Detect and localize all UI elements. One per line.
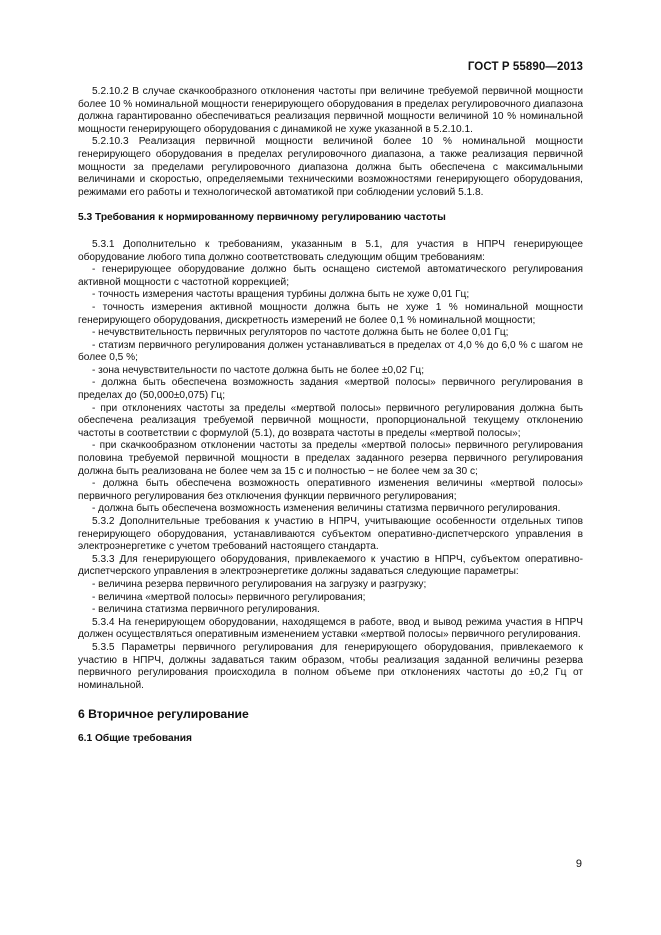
list-item: - статизм первичного регулирования должен устанавливаться в пределах от 4,0 % до 6,0 % с шагом не более 0,5 %;: [78, 339, 583, 364]
list-item: - зона нечувствительности по частоте должна быть не более ±0,02 Гц;: [92, 364, 425, 376]
list-item: - величина статизма первичного регулирования.: [92, 604, 320, 616]
list-item: - величина «мертвой полосы» первичного регулирования;: [92, 591, 366, 603]
section-5-3-heading: 5.3 Требования к нормированному первичному регулированию частоты: [78, 212, 446, 224]
paragraph: 5.3.4 На генерирующем оборудовании, находящемся в работе, ввод и вывод режима участия в НПРЧ должен осуществляться оперативным изменением уставки «мертвой полосы» первичного регулирования.: [78, 616, 583, 641]
paragraph: 5.3.3 Для генерирующего оборудования, привлекаемого к участию в НПРЧ, субъектом оперативно-диспетчерского управления в электроэнергетике должны задаваться следующие параметры:: [78, 553, 583, 578]
list-item: - должна быть обеспечена возможность изменения величины статизма первичного регулирования.: [92, 503, 561, 515]
paragraph: 5.3.5 Параметры первичного регулирования для генерирующего оборудования, привлекаемого к участию в НПРЧ, должны задаваться таким образом, чтобы реализация заданной величины резерва первичного регулирования происходила в полном объеме при отклонениях частоты до ±0,2 Гц от номинальной.: [78, 641, 583, 691]
list-item: - точность измерения частоты вращения турбины должна быть не хуже 0,01 Гц;: [92, 289, 470, 301]
list-item: - должна быть обеспечена возможность оперативного изменения величины «мертвой полосы» первичного регулирования без отключения функции первичного регулирования;: [78, 478, 583, 502]
page-number: 9: [575, 858, 582, 870]
section-6-heading: 6 Вторичное регулирование: [78, 707, 249, 722]
document-code: ГОСТ Р 55890—2013: [467, 61, 583, 73]
list-item: - нечувствительность первичных регуляторов по частоте должна быть не более 0,01 Гц;: [92, 327, 509, 339]
list-item: - должна быть обеспечена возможность задания «мертвой полосы» первичного регулирования в пределах до (50,000±0,075) Гц;: [78, 377, 583, 402]
list-item: - при скачкообразном отклонении частоты за пределы «мертвой полосы» первичного регулирования половина требуемой первичной мощности в пределах заданного резерва первичного регулирования должна быть реализована не более чем за 15 с и полностью − не более чем за 30 с;: [78, 440, 583, 477]
list-item: - величина резерва первичного регулирования на загрузку и разгрузку;: [92, 578, 427, 590]
paragraph-5-2-10-2: 5.2.10.2 В случае скачкообразного отклонения частоты при величине требуемой первичной мощности более 10 % номинальной мощности генерирующего оборудования в пределах регулировочного диапазона должна гарантированно обеспечиваться реализация первичной мощности величиной 10 % номинальной мощности генерирующего оборудования с динамикой не хуже указанной в 5.2.10.1.: [78, 86, 583, 135]
list-item: - при отклонениях частоты за пределы «мертвой полосы» первичного регулирования должна быть обеспечена реализация требуемой первичной мощности, пропорциональной текущему отклонению частоты в соответствии с формулой (5.1), до возврата частоты в пределы «мертвой полосы»;: [78, 402, 583, 439]
paragraph: 5.3.1 Дополнительно к требованиям, указанным в 5.1, для участия в НПРЧ генерирующее оборудование любого типа должно соответствовать следующим общим требованиям:: [78, 238, 583, 263]
section-6-1-heading: 6.1 Общие требования: [78, 732, 192, 744]
list-item: - генерирующее оборудование должно быть оснащено системой автоматического регулирования активной мощности с частотной коррекцией;: [78, 264, 583, 288]
paragraph-5-2-10-3: 5.2.10.3 Реализация первичной мощности величиной более 10 % номинальной мощности генерирующего оборудования в пределах регулировочного диапазона, а также реализация первичной мощности за пределами регулировочного диапазона должна быть обеспечена с максимальными величинами и скоростью, определяемыми техническими возможностями генерирующего оборудования, режимами его работы и технологической автоматикой при соблюдении условий 5.1.8.: [78, 136, 583, 198]
page-body: [78, 86, 583, 746]
list-item: - точность измерения активной мощности должна быть не хуже 1 % номинальной мощности генерирующего оборудования, дискретность измерений не более 0,1 % номинальной мощности;: [78, 301, 583, 326]
paragraph: 5.3.2 Дополнительные требования к участию в НПРЧ, учитывающие особенности отдельных типов генерирующего оборудования, устанавливаются субъектом оперативно-диспетчерского управления в электроэнергетике с учетом требований настоящего стандарта.: [78, 516, 583, 553]
